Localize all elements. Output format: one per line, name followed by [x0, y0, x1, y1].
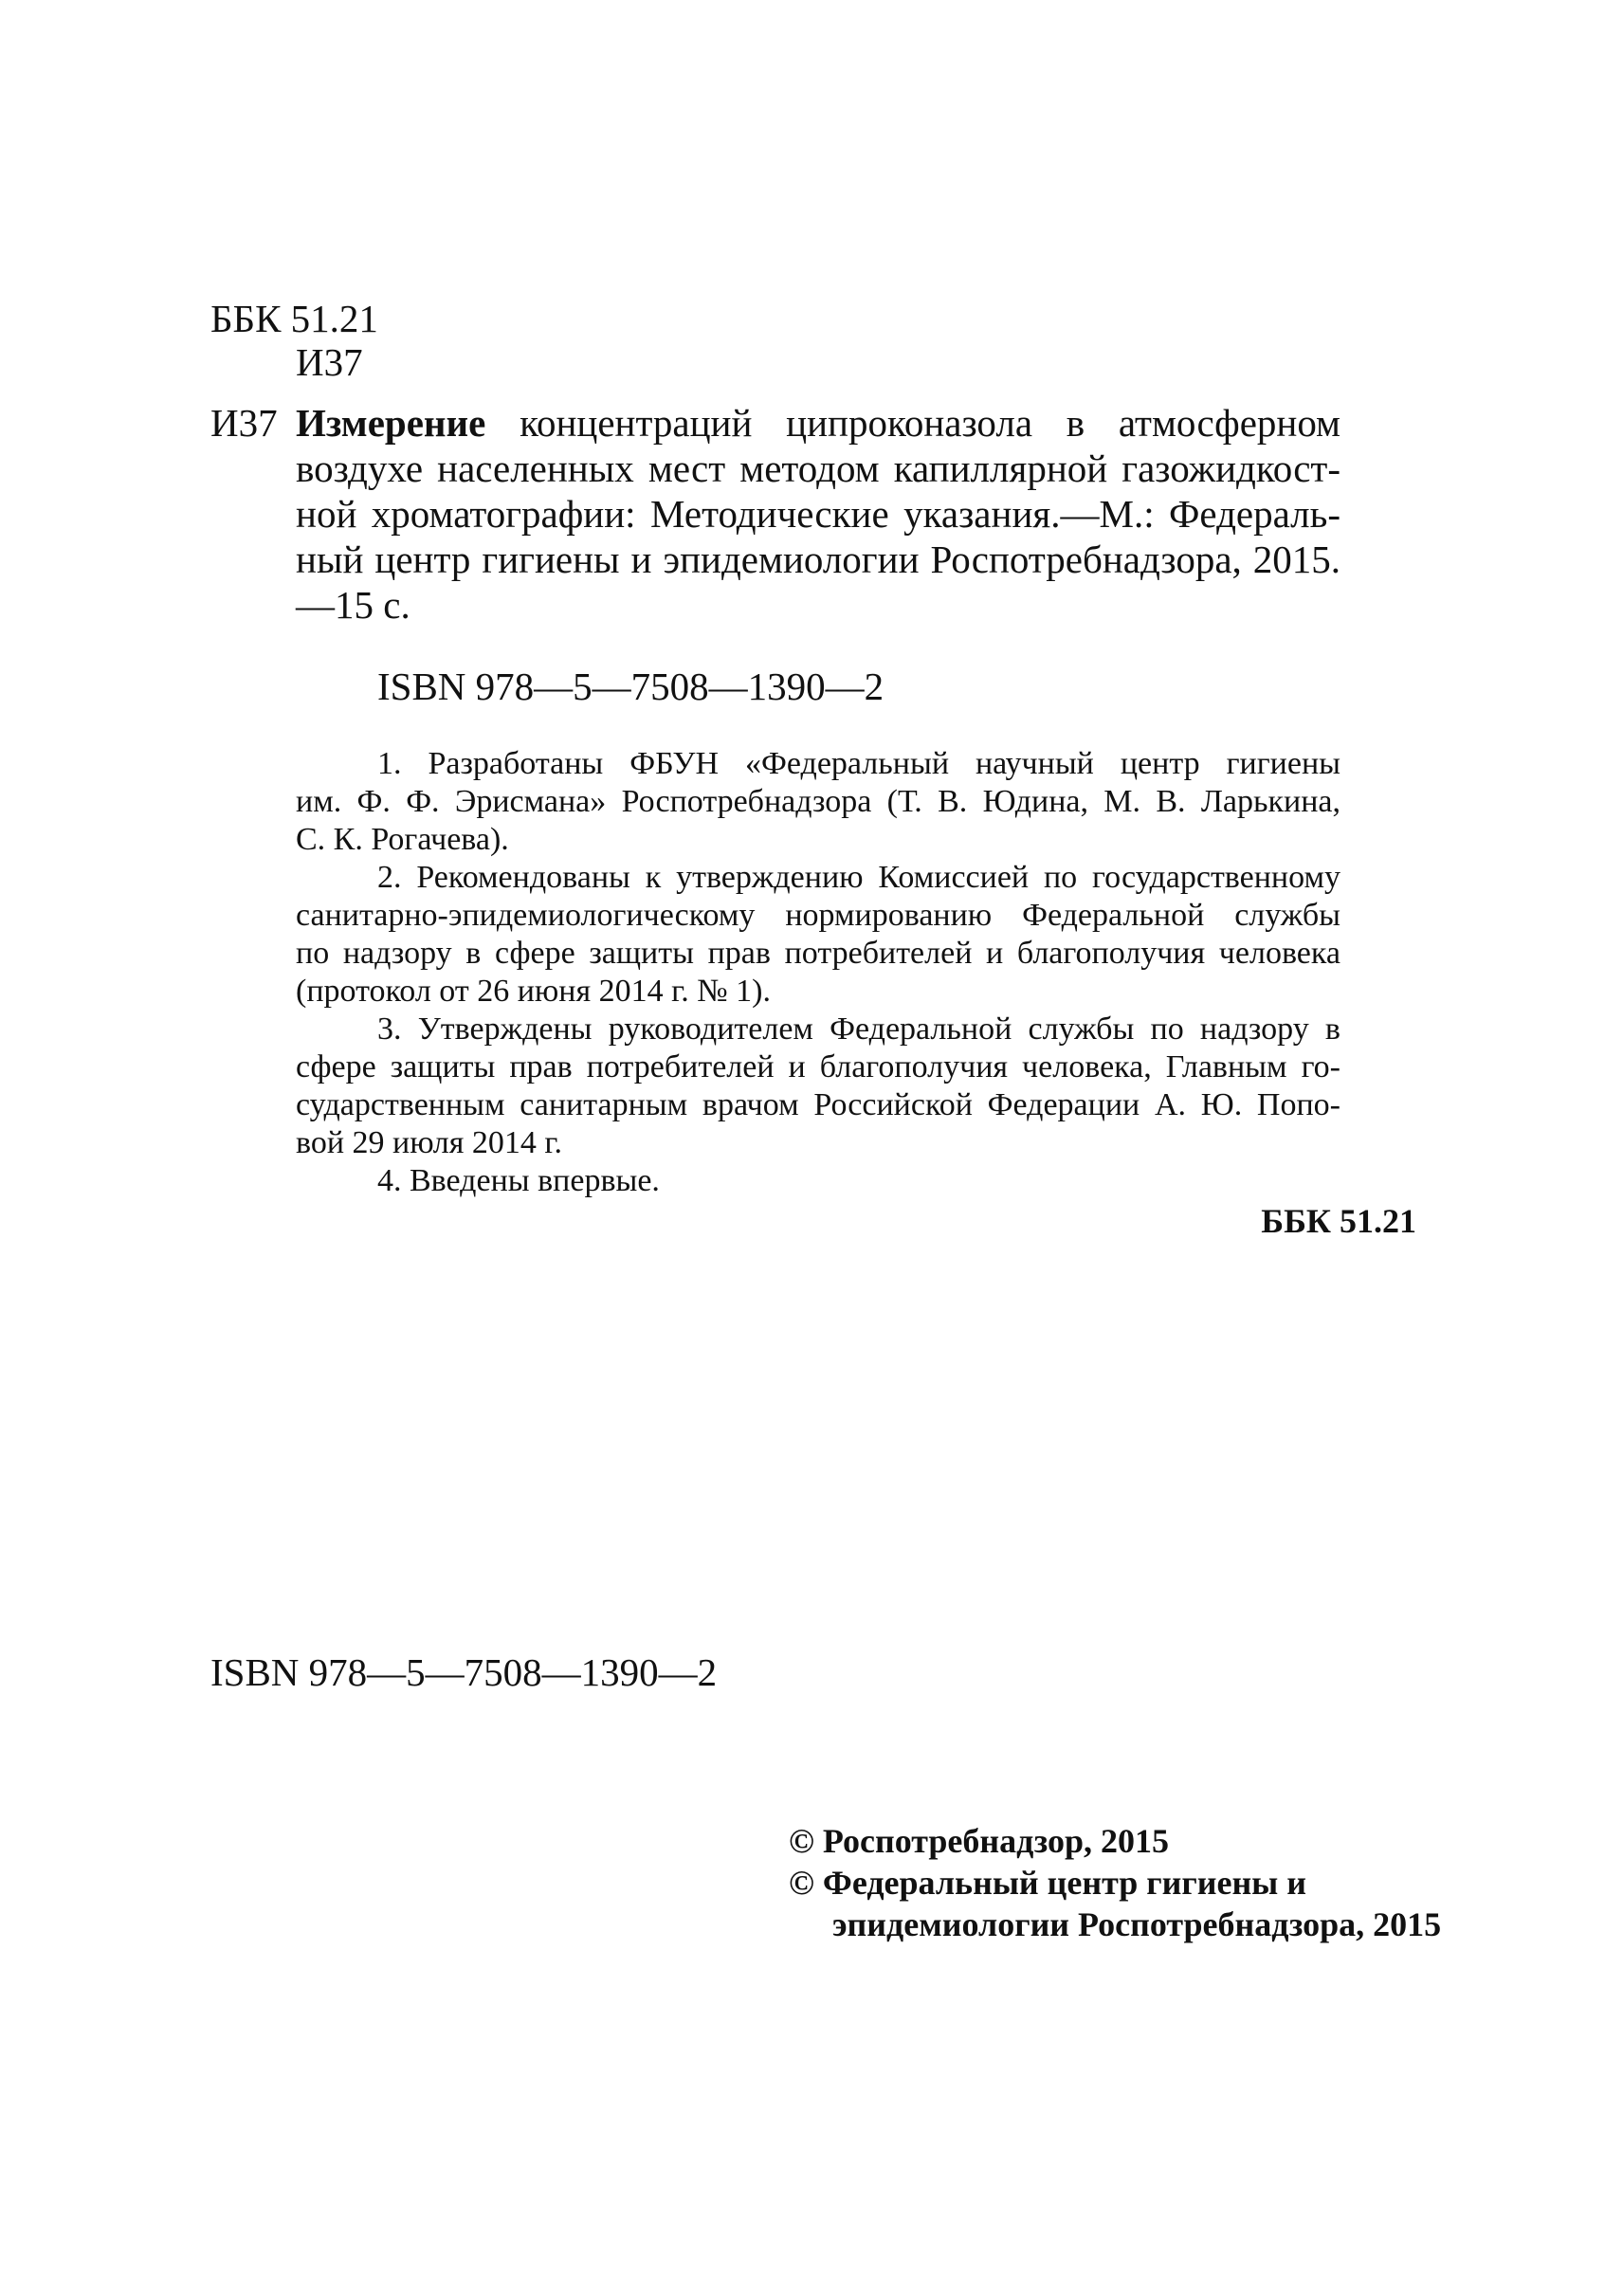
note-line: сфере защиты прав потребителей и благополучия человека, Главным го-: [296, 1049, 1340, 1084]
biblio-title-lead: Измерение: [296, 401, 486, 445]
bibliographic-description: [296, 400, 1340, 628]
bbk-code-bottom: ББК 51.21: [1261, 1202, 1416, 1240]
note-line: по надзору в сфере защиты прав потребителей и благополучия человека: [296, 936, 1340, 971]
note-line: им. Ф. Ф. Эрисмана» Роспотребнадзора (Т. В. Юдина, М. В. Ларькина,: [296, 784, 1340, 819]
author-mark-top: И37: [296, 340, 363, 384]
note-line: 4. Введены впервые.: [377, 1163, 660, 1198]
biblio-line-1: [296, 400, 1340, 446]
note-line: 3. Утверждены руководителем Федеральной службы по надзору в: [377, 1011, 1340, 1047]
copyright-line-3: эпидемиологии Роспотребнадзора, 2015: [832, 1905, 1442, 1943]
biblio-line-3: ной хроматографии: Методические указания.—М.: Федераль-: [296, 492, 1340, 536]
note-line: С. К. Рогачева).: [296, 822, 509, 857]
note-line: вой 29 июля 2014 г.: [296, 1125, 562, 1160]
note-line: сударственным санитарным врачом Российской Федерации А. Ю. Попо-: [296, 1087, 1340, 1122]
isbn-bottom: ISBN 978—5—7508—1390—2: [210, 1650, 718, 1694]
note-line: санитарно-эпидемиологическому нормированию Федеральной службы: [296, 898, 1340, 933]
author-mark-left: И37: [210, 401, 278, 445]
biblio-line-2: воздухе населенных мест методом капиллярной газожидкост-: [296, 446, 1340, 490]
note-line: 1. Разработаны ФБУН «Федеральный научный центр гигиены: [377, 746, 1340, 781]
note-line: 2. Рекомендованы к утверждению Комиссией по государственному: [377, 860, 1340, 895]
copyright-line-2: © Федеральный центр гигиены и: [789, 1864, 1307, 1902]
bbk-code-top: ББК 51.21: [210, 297, 378, 340]
copyright-line-1: © Роспотребнадзор, 2015: [789, 1822, 1170, 1860]
biblio-line-5: —15 с.: [296, 583, 410, 627]
publication-notes: [296, 745, 1340, 1200]
biblio-line-1-rest: концентраций ципроконазола в атмосферном: [520, 401, 1341, 445]
copyright-block: [789, 1820, 1441, 1945]
isbn-top: ISBN 978—5—7508—1390—2: [377, 665, 884, 708]
note-line: (протокол от 26 июня 2014 г. № 1).: [296, 974, 772, 1009]
biblio-line-4: ный центр гигиены и эпидемиологии Роспотребнадзора, 2015.: [296, 538, 1340, 581]
